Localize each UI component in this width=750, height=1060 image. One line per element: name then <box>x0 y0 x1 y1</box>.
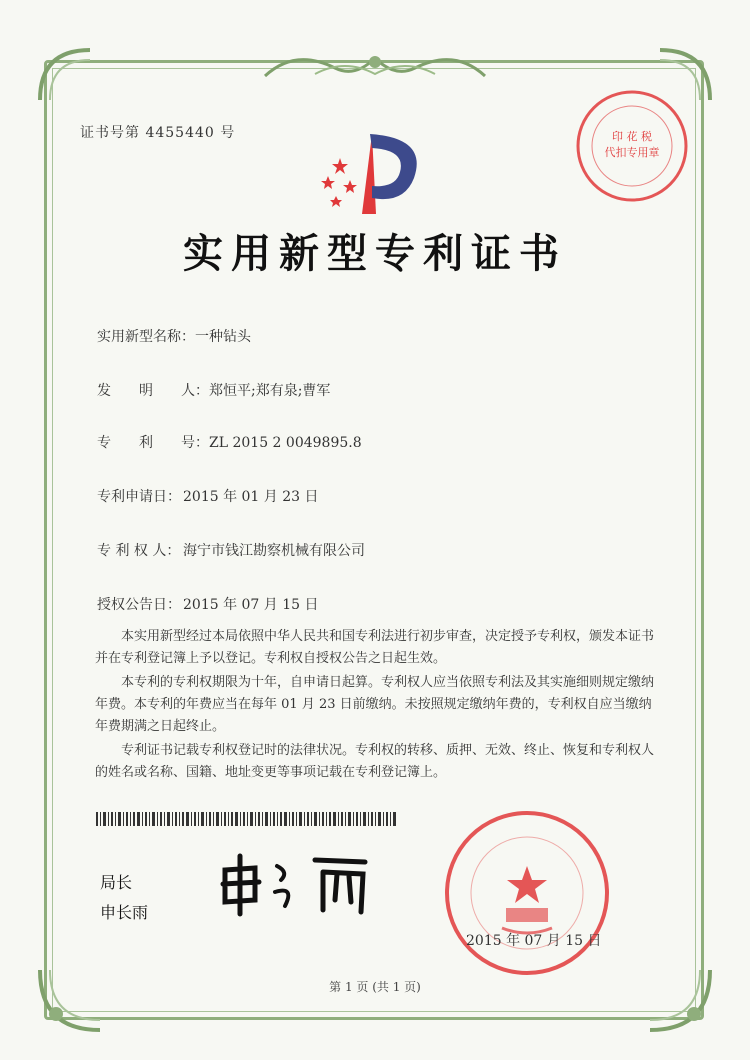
svg-text:代扣专用章: 代扣专用章 <box>604 146 660 159</box>
corner-ornament-icon <box>30 40 100 110</box>
certificate-number-suffix: 号 <box>220 125 236 141</box>
top-ornament-icon <box>255 48 495 84</box>
certificate-number-value: 4455440 <box>145 125 215 141</box>
svg-text:印 花 税: 印 花 税 <box>612 130 652 143</box>
cnipa-logo-icon <box>310 128 430 220</box>
field-label: 专 利 号： <box>97 435 209 451</box>
field-label: 发 明 人： <box>97 383 209 399</box>
page-footer: 第 1 页 (共 1 页) <box>329 980 421 994</box>
field-value: 2015 年 01 月 23 日 <box>183 489 319 505</box>
barcode-icon <box>96 812 396 826</box>
field-announcement-date <box>97 594 319 614</box>
field-utility-model-name <box>97 326 251 346</box>
field-label: 授权公告日： <box>97 597 181 613</box>
field-label: 专利申请日： <box>97 489 181 505</box>
body-paragraph: 专利证书记载专利权登记时的法律状况。专利权的转移、质押、无效、终止、恢复和专利权人的姓名或名称、国籍、地址变更等事项记载在专利登记簿上。 <box>95 743 655 780</box>
director-title: 局长 <box>100 873 133 892</box>
page-title: 实用新型专利证书 <box>183 230 567 277</box>
field-value: 海宁市钱江勘察机械有限公司 <box>183 543 365 559</box>
field-inventors <box>97 380 330 400</box>
tax-stamp-icon <box>574 88 690 204</box>
field-patent-number <box>97 432 362 452</box>
corner-ornament-icon <box>640 960 720 1040</box>
director-block <box>100 868 148 928</box>
field-patentee <box>97 540 365 560</box>
certificate-body <box>95 626 655 786</box>
field-application-date <box>97 486 319 506</box>
field-label: 专 利 权 人： <box>97 543 181 559</box>
director-signature-icon <box>215 850 385 920</box>
seal-date: 2015 年 07 月 15 日 <box>466 933 602 949</box>
field-value: ZL 2015 2 0049895.8 <box>209 435 362 451</box>
official-seal-icon <box>442 808 612 978</box>
corner-ornament-icon <box>30 960 110 1040</box>
certificate-number <box>80 122 235 142</box>
director-name: 申长雨 <box>100 903 149 922</box>
field-value: 一种钻头 <box>195 329 251 345</box>
body-paragraph: 本实用新型经过本局依照中华人民共和国专利法进行初步审查，决定授予专利权，颁发本证书并在专利登记簿上予以登记。专利权自授权公告之日起生效。 <box>95 629 655 666</box>
field-label: 实用新型名称： <box>97 329 195 345</box>
field-value: 2015 年 07 月 15 日 <box>183 597 319 613</box>
body-paragraph: 本专利的专利权期限为十年，自申请日起算。专利权人应当依照专利法及其实施细则规定缴纳年费。本专利的年费应当在每年 01 月 23 日前缴纳。未按照规定缴纳年费的，专利权自应当缴纳年费期满之日起终止。 <box>95 675 655 734</box>
certificate-number-label: 证书号第 <box>80 125 140 141</box>
field-value: 郑恒平;郑有泉;曹军 <box>209 383 331 399</box>
